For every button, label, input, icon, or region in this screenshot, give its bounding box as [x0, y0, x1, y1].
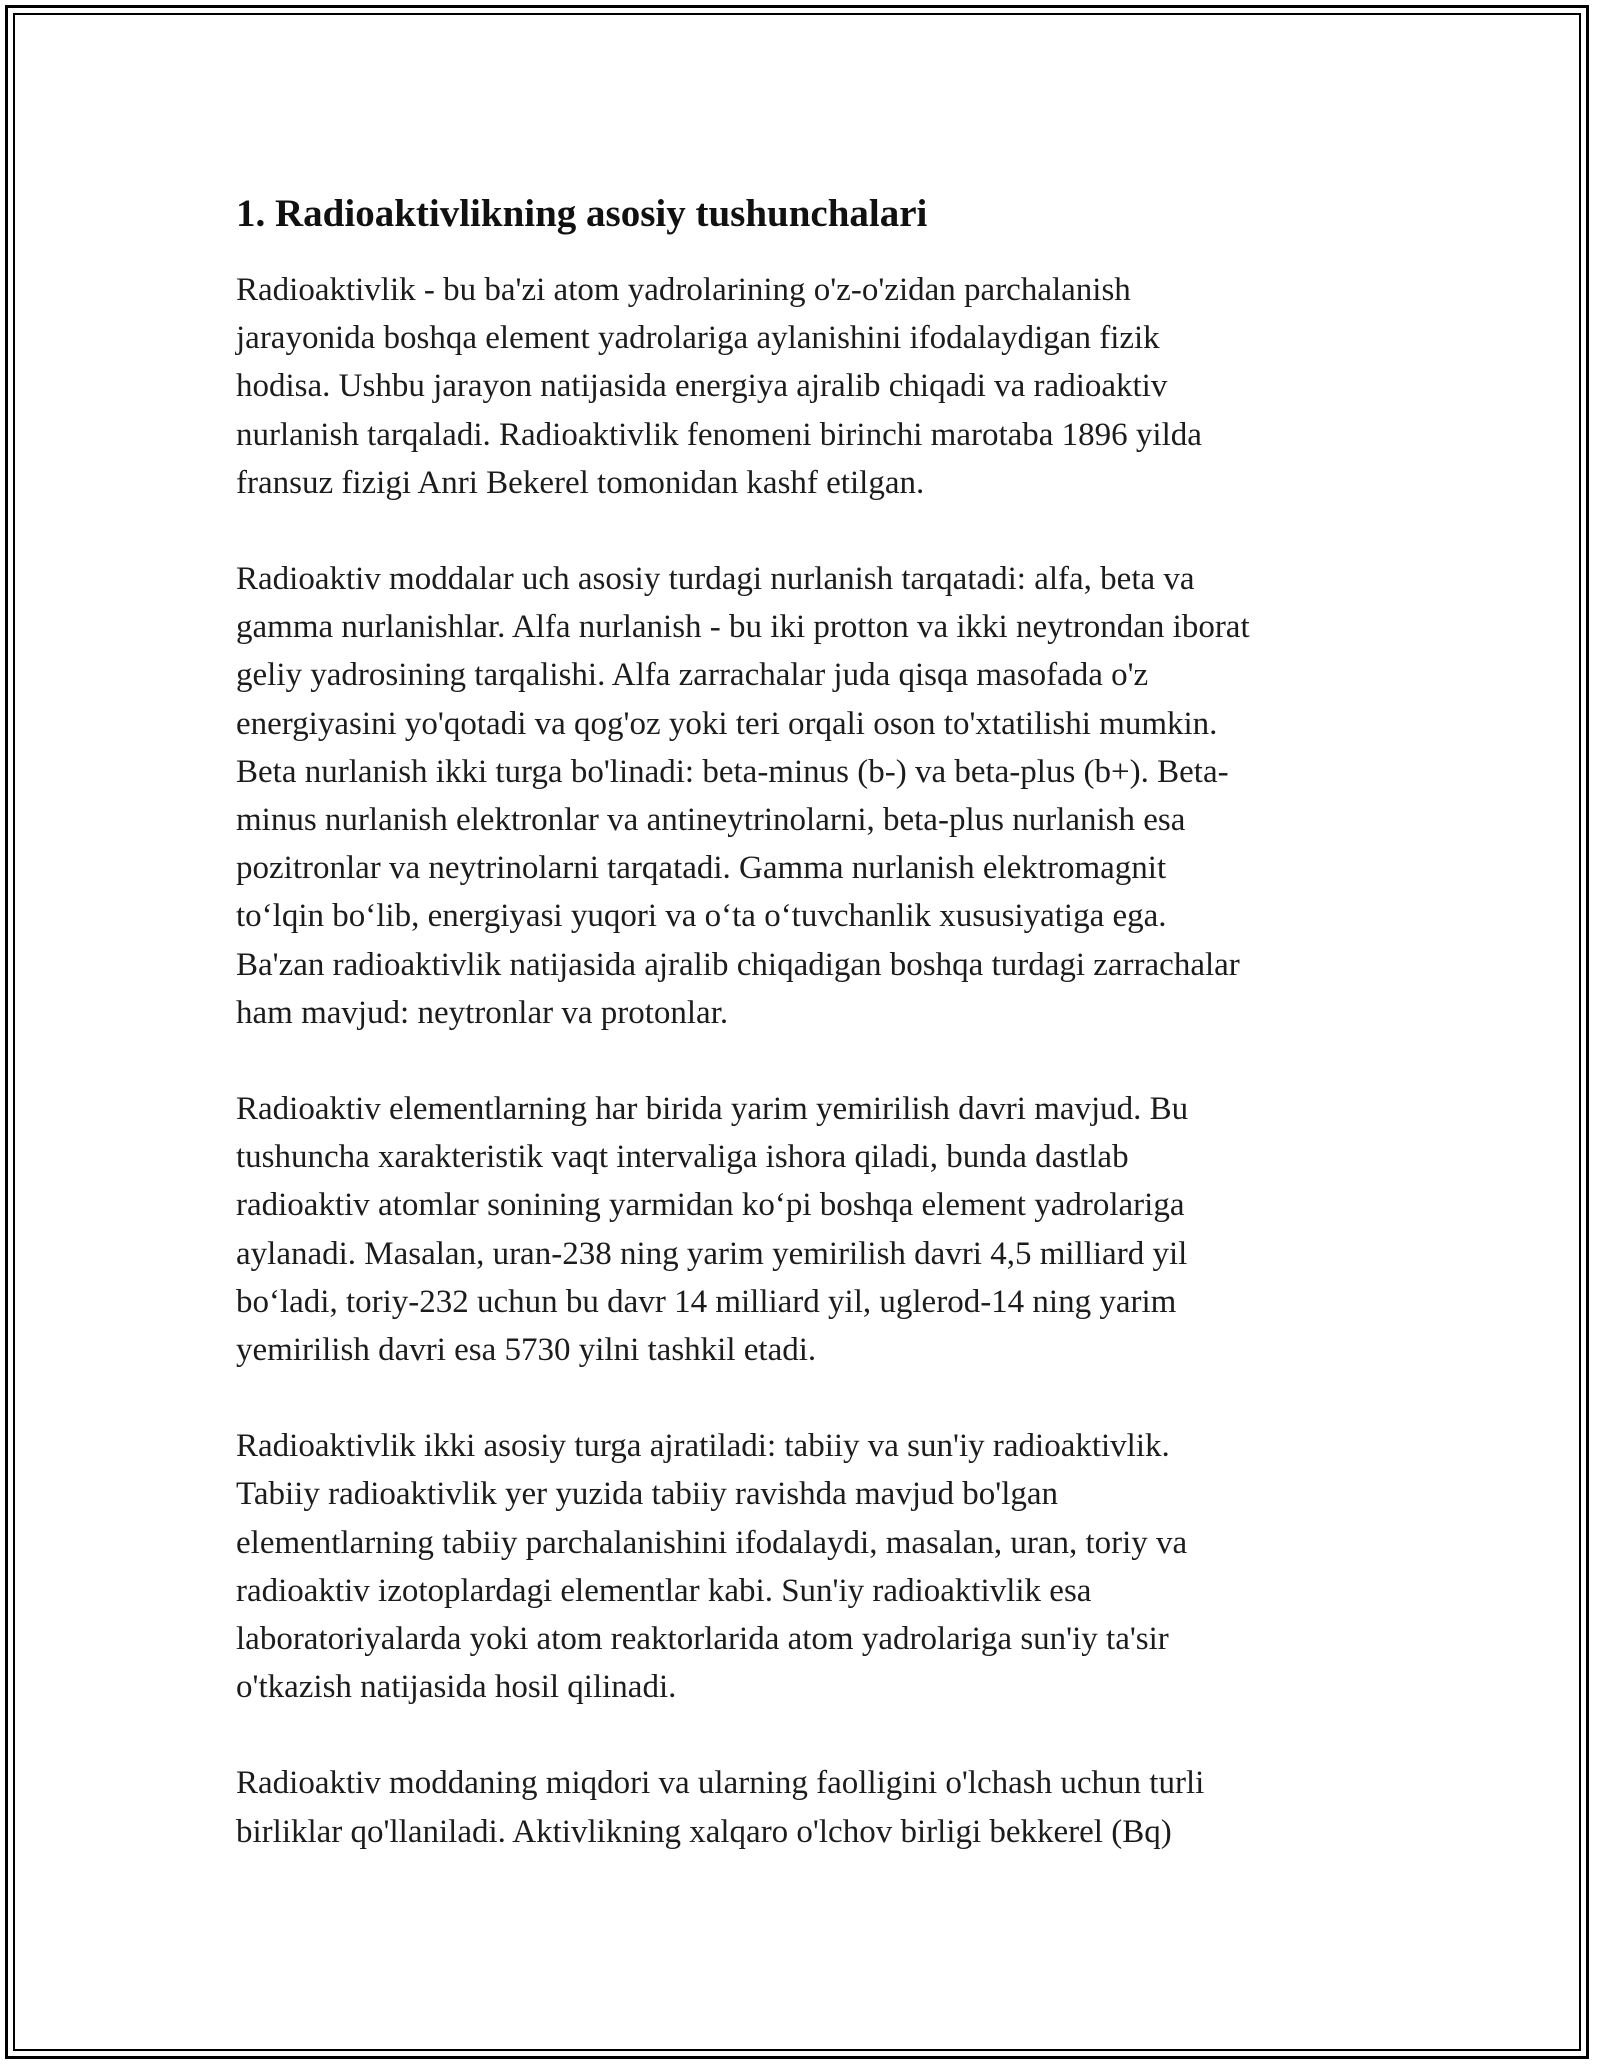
text-line: Radioaktiv moddalar uch asosiy turdagi nurlanish tarqatadi: alfa, beta va: [236, 561, 1195, 598]
text-line: to‘lqin bo‘lib, energiyasi yuqori va o‘ta o‘tuvchanlik xususiyatiga ega.: [236, 898, 1167, 935]
text-line: Tabiiy radioaktivlik yer yuzida tabiiy ravishda mavjud bo'lgan: [236, 1476, 1059, 1513]
paragraph-definition: [236, 266, 1376, 507]
text-line: Radioaktiv elementlarning har birida yarim yemirilish davri mavjud. Bu: [236, 1091, 1189, 1128]
text-line: energiyasini yo'qotadi va qog'oz yoki teri orqali oson to'xtatilishi mumkin.: [236, 705, 1218, 742]
text-line: Beta nurlanish ikki turga bo'linadi: beta-minus (b-) va beta-plus (b+). Beta-: [236, 753, 1229, 790]
text-line: fransuz fizigi Anri Bekerel tomonidan kashf etilgan.: [236, 464, 925, 501]
paragraph-natural-artificial: [236, 1422, 1376, 1711]
text-line: gamma nurlanishlar. Alfa nurlanish - bu iki protton va ikki neytrondan iborat: [236, 609, 1250, 646]
text-line: radioaktiv izotoplardagi elementlar kabi. Sun'iy radioaktivlik esa: [236, 1572, 1092, 1609]
document-body: [236, 188, 1376, 1904]
paragraph-units: [236, 1759, 1376, 1855]
text-line: radioaktiv atomlar sonining yarmidan ko‘pi boshqa element yadrolariga: [236, 1187, 1185, 1224]
section-heading: 1. Radioaktivlikning asosiy tushunchalari: [236, 192, 928, 235]
text-line: nurlanish tarqaladi. Radioaktivlik fenomeni birinchi marotaba 1896 yilda: [236, 416, 1202, 453]
text-line: Radioaktivlik ikki asosiy turga ajratiladi: tabiiy va sun'iy radioaktivlik.: [236, 1428, 1170, 1465]
paragraph-half-life: [236, 1085, 1376, 1374]
text-line: aylanadi. Masalan, uran-238 ning yarim yemirilish davri 4,5 milliard yil: [236, 1235, 1188, 1272]
text-line: jarayonida boshqa element yadrolariga aylanishini ifodalaydigan fizik: [236, 320, 1160, 357]
text-line: birliklar qo'llaniladi. Aktivlikning xalqaro o'lchov birligi bekkerel (Bq): [236, 1813, 1172, 1850]
text-line: o'tkazish natijasida hosil qilinadi.: [236, 1669, 677, 1706]
text-line: ham mavjud: neytronlar va protonlar.: [236, 994, 729, 1031]
text-line: Radioaktiv moddaning miqdori va ularning faolligini o'lchash uchun turli: [236, 1765, 1205, 1802]
text-line: bo‘ladi, toriy-232 uchun bu davr 14 milliard yil, uglerod-14 ning yarim: [236, 1283, 1177, 1320]
text-line: elementlarning tabiiy parchalanishini ifodalaydi, masalan, uran, toriy va: [236, 1524, 1188, 1561]
text-line: pozitronlar va neytrinolarni tarqatadi. Gamma nurlanish elektromagnit: [236, 850, 1167, 887]
text-line: Radioaktivlik - bu ba'zi atom yadrolarining o'z-o'zidan parchalanish: [236, 272, 1131, 308]
text-line: minus nurlanish elektronlar va antineytrinolarni, beta-plus nurlanish esa: [236, 802, 1186, 839]
text-line: Ba'zan radioaktivlik natijasida ajralib chiqadigan boshqa turdagi zarrachalar: [236, 946, 1240, 983]
text-line: hodisa. Ushbu jarayon natijasida energiya ajralib chiqadi va radioaktiv: [236, 368, 1168, 405]
text-line: laboratoriyalarda yoki atom reaktorlarida atom yadrolariga sun'iy ta'sir: [236, 1621, 1169, 1658]
text-line: geliy yadrosining tarqalishi. Alfa zarrachalar juda qisqa masofada o'z: [236, 657, 1149, 694]
text-line: tushuncha xarakteristik vaqt intervaliga ishora qiladi, bunda dastlab: [236, 1139, 1129, 1176]
paragraph-radiation-types: [236, 555, 1376, 1037]
text-line: yemirilish davri esa 5730 yilni tashkil etadi.: [236, 1332, 817, 1369]
